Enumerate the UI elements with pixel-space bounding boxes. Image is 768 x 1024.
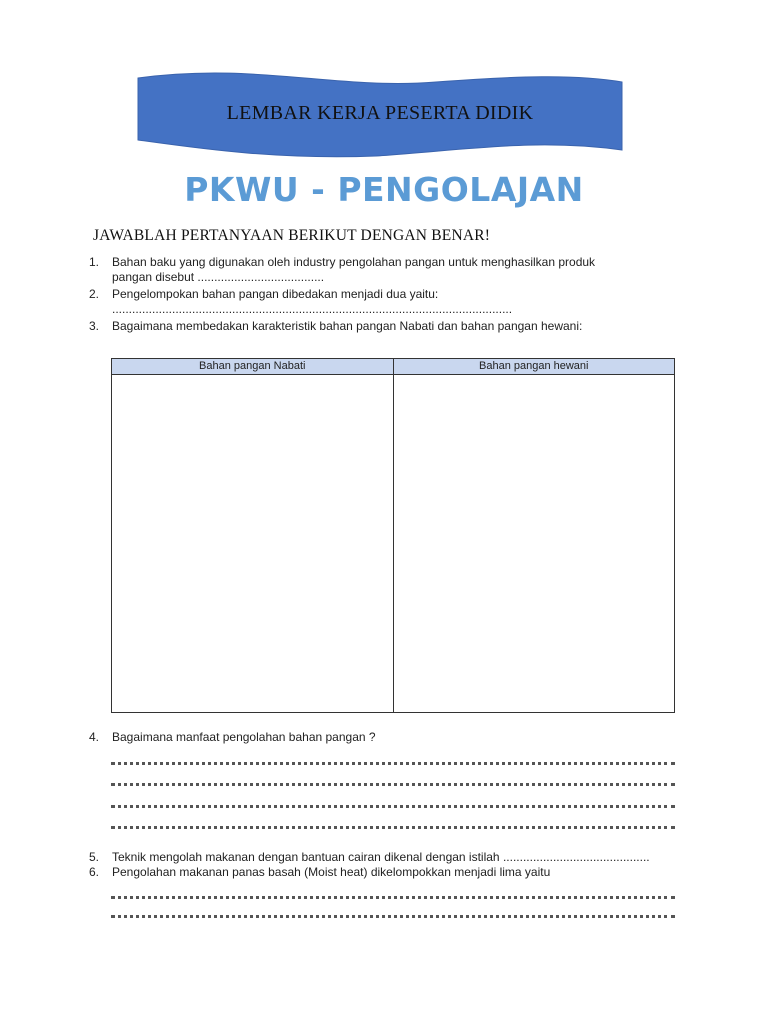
question-number: 2. [89, 287, 100, 301]
question-number: 1. [89, 255, 100, 269]
question-text: Pengelompokan bahan pangan dibedakan menjadi dua yaitu: [112, 287, 439, 301]
answer-line [111, 915, 675, 918]
banner-title: LEMBAR KERJA PESERTA DIDIK [226, 102, 534, 124]
table-column-hewani [393, 359, 675, 712]
answer-line [111, 805, 675, 808]
table-header-hewani: Bahan pangan hewani [394, 359, 675, 375]
question-text: Teknik mengolah makanan dengan bantuan cairan dikenal dengan istilah ............................................ [112, 850, 650, 864]
question-text: Bagaimana manfaat pengolahan bahan pangan ? [112, 730, 376, 744]
question-number: 4. [89, 730, 100, 744]
question-text: Pengolahan makanan panas basah (Moist heat) dikelompokkan menjadi lima yaitu [112, 865, 551, 879]
answer-line [111, 783, 675, 786]
page-title: PKWU - PENGOLAJAN [184, 170, 584, 209]
table-column-nabati [112, 359, 393, 712]
question-text-cont: ........................................................................................................................ [112, 302, 513, 316]
table-header-nabati: Bahan pangan Nabati [112, 359, 393, 375]
answer-line [111, 896, 675, 899]
answer-line [111, 826, 675, 829]
question-text: Bahan baku yang digunakan oleh industry pengolahan pangan untuk menghasilkan produk [112, 255, 596, 269]
title-banner [136, 68, 624, 158]
instruction-text: JAWABLAH PERTANYAAN BERIKUT DENGAN BENAR! [93, 227, 491, 244]
question-number: 3. [89, 319, 100, 333]
comparison-table [111, 358, 675, 713]
answer-line [111, 762, 675, 765]
question-number: 6. [89, 865, 100, 879]
question-text-cont: pangan disebut ...................................... [112, 270, 325, 284]
question-number: 5. [89, 850, 100, 864]
question-text: Bagaimana membedakan karakteristik bahan pangan Nabati dan bahan pangan hewani: [112, 319, 583, 333]
